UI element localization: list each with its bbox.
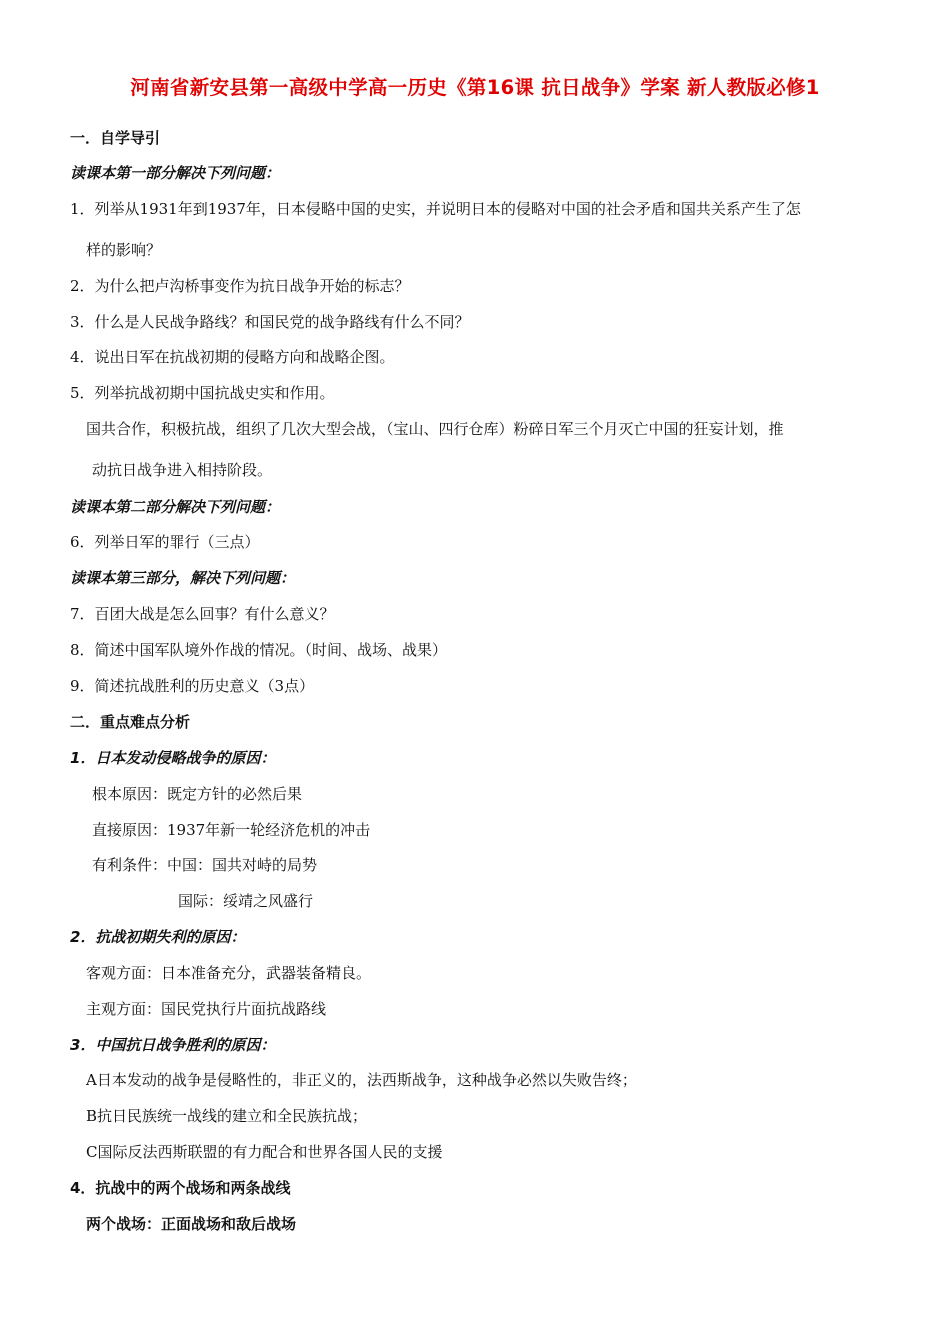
section1-heading: 一．自学导引 <box>70 129 161 147</box>
question-5: 5．列举抗战初期中国抗战史实和作用。 <box>70 384 335 402</box>
question-1-line1: 1．列举从1931年到1937年，日本侵略中国的史实，并说明日本的侵略对中国的社会矛盾和国共关系产生了怎 <box>70 200 801 218</box>
point3-reason-c: C国际反法西斯联盟的有力配合和世界各国人民的支援 <box>86 1143 443 1161</box>
point3-reason-b: B抗日民族统一战线的建立和全民族抗战； <box>86 1107 368 1125</box>
question-7: 7．百团大战是怎么回事？有什么意义？ <box>70 605 335 623</box>
part3-heading: 读课本第三部分，解决下列问题： <box>70 569 296 587</box>
question-5-answer-line1: 国共合作，积极抗战，组织了几次大型会战，（宝山、四行仓库）粉碎日军三个月灭亡中国的狂妄计划，推 <box>86 420 784 438</box>
point1-favorable-china: 有利条件：中国：国共对峙的局势 <box>92 856 318 874</box>
document-title: 河南省新安县第一高级中学高一历史《第16课 抗日战争》学案 新人教版必修1 <box>130 76 820 99</box>
part1-heading: 读课本第一部分解决下列问题： <box>70 164 281 182</box>
question-2: 2．为什么把卢沟桥事变作为抗日战争开始的标志？ <box>70 277 410 295</box>
question-4: 4．说出日军在抗战初期的侵略方向和战略企图。 <box>70 348 395 366</box>
question-1-line2: 样的影响？ <box>86 241 162 259</box>
point2-subjective: 主观方面：国民党执行片面抗战路线 <box>86 1000 327 1018</box>
question-8: 8．简述中国军队境外作战的情况。（时间、战场、战果） <box>70 641 448 659</box>
point2-heading: 2．抗战初期失利的原因： <box>70 928 246 946</box>
part2-heading: 读课本第二部分解决下列问题： <box>70 498 281 516</box>
question-5-answer-line2: 动抗日战争进入相持阶段。 <box>92 461 273 479</box>
question-9: 9．简述抗战胜利的历史意义（3点） <box>70 677 315 695</box>
section2-heading: 二．重点难点分析 <box>70 713 191 731</box>
point2-objective: 客观方面：日本准备充分，武器装备精良。 <box>86 964 372 982</box>
point1-root-cause: 根本原因：既定方针的必然后果 <box>92 785 303 803</box>
point4-heading: 4．抗战中的两个战场和两条战线 <box>70 1179 291 1197</box>
question-3: 3．什么是人民战争路线？和国民党的战争路线有什么不同？ <box>70 313 470 331</box>
question-6: 6．列举日军的罪行（三点） <box>70 533 260 551</box>
point1-favorable-international: 国际：绥靖之风盛行 <box>178 892 314 910</box>
point3-reason-a: A日本发动的战争是侵略性的，非正义的，法西斯战争，这种战争必然以失败告终； <box>86 1071 637 1089</box>
point1-heading: 1．日本发动侵略战争的原因： <box>70 749 276 767</box>
point1-direct-cause: 直接原因：1937年新一轮经济危机的冲击 <box>92 821 371 839</box>
point4-subheading: 两个战场：正面战场和敌后战场 <box>86 1215 297 1233</box>
point3-heading: 3．中国抗日战争胜利的原因： <box>70 1036 276 1054</box>
